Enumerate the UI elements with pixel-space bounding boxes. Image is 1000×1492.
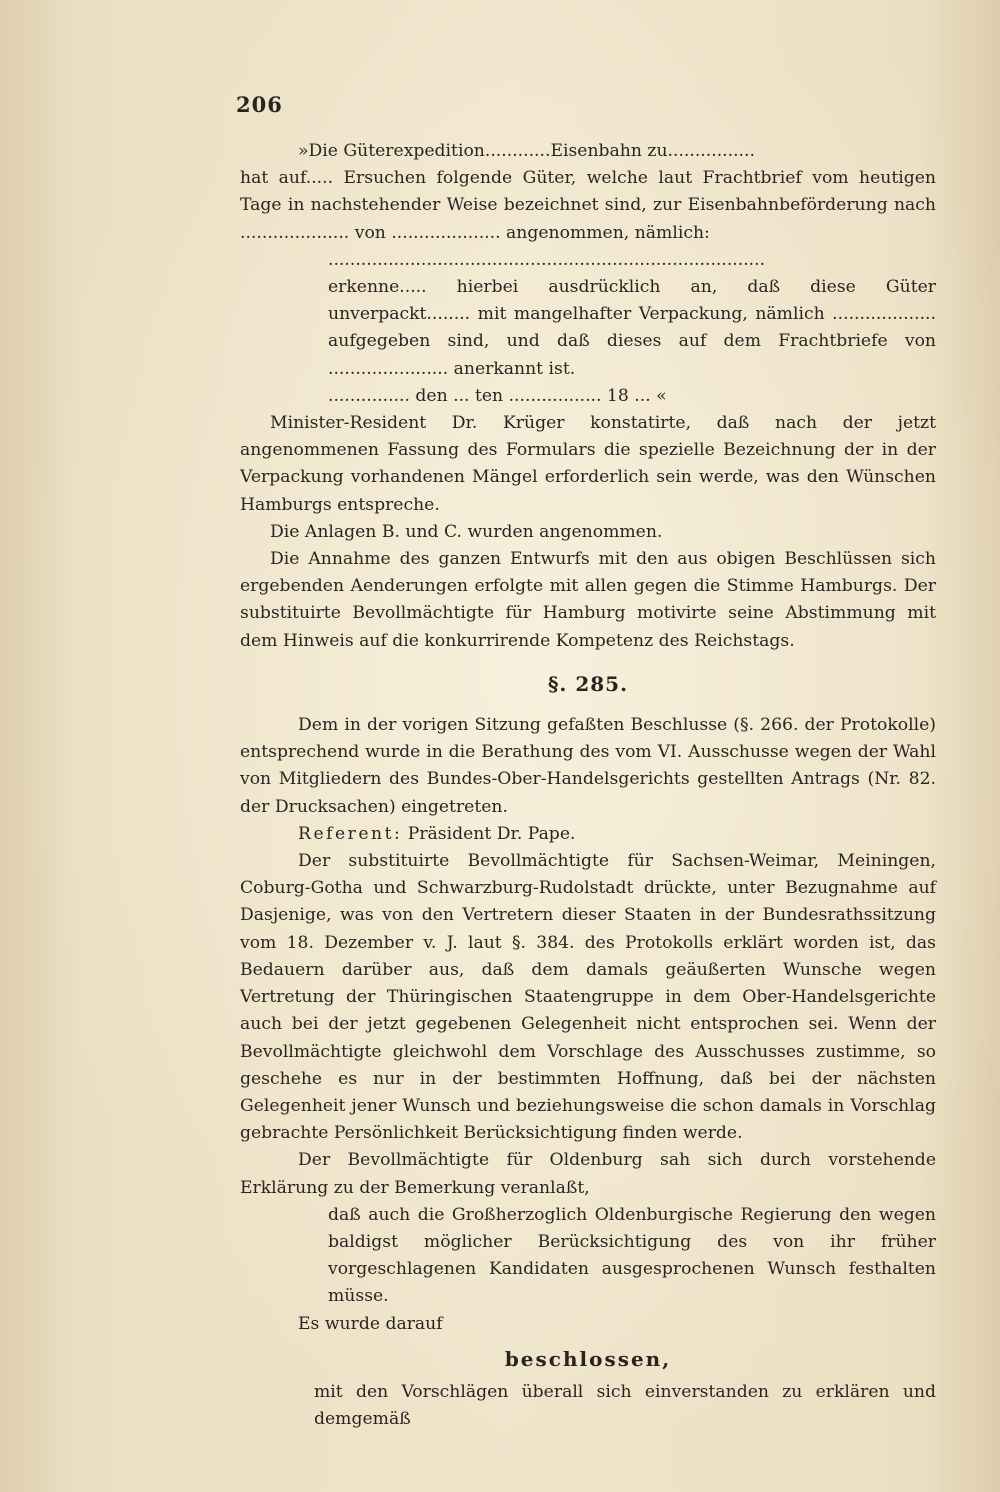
beschlossen-heading: beschlossen, <box>504 1346 672 1371</box>
paragraph-kruger: Minister-Resident Dr. Krüger konstatirte, daß nach der jetzt angenommenen Fassung des Formulars die spezielle Bezeichnung der in der Verpackung vorhandenen Mängel erforderlich sein werde, was den Wünschen Hamburgs entspreche. <box>240 413 936 515</box>
form-block <box>328 247 936 410</box>
paragraph-referent <box>240 821 936 848</box>
oldenburg-quote <box>328 1202 936 1311</box>
referent-name: Präsident Dr. Pape. <box>407 823 576 844</box>
form-line-1: »Die Güterexpedition............Eisenbahn zu................ <box>298 141 755 161</box>
paragraph-oldenburg: Der Bevollmächtigte für Oldenburg sah sich durch vorstehende Erklärung zu der Bemerkung veranlaßt, <box>240 1150 936 1198</box>
form-line-2: hat auf..... Ersuchen folgende Güter, welche laut Frachtbrief vom heutigen Tage in nachstehender Weise bezeichnet sind, zur Eisenbahnbeförderung nach .................... von .................... angenommen, nämlich: <box>240 168 936 243</box>
paragraph-vorschlaegen: mit den Vorschlägen überall sich einverstanden zu erklären und demgemäß <box>314 1381 936 1430</box>
paragraph-sachsen-weimar: Der substituirte Bevollmächtigte für Sachsen-Weimar, Meiningen, Coburg-Gotha und Schwarzburg-Rudolstadt drückte, unter Bezugnahme auf Dasjenige, was von den Vertretern dieser Staaten in der Bundesrathssitzung vom 18. Dezember v. J. laut §. 384. des Protokolls erklärt worden ist, das Bedauern darüber aus, daß dem damals geäußerten Wunsche wegen Vertretung der Thüringischen Staatengruppe in dem Ober-Handelsgerichte auch bei der jetzt gegebenen Gelegenheit nicht entsprochen sei. Wenn der Bevollmächtigte gleichwohl dem Vorschlage des Ausschusses zustimme, so geschehe es nur in der bestimmten Hoffnung, daß bei der nächsten Gelegenheit jener Wunsch und beziehungsweise die schon damals in Vorschlag gebrachte Persönlichkeit Berücksichtigung finden werde. <box>240 851 936 1144</box>
form-line-3: erkenne..... hierbei ausdrücklich an, daß diese Güter unverpackt........ mit mangelhafter Verpackung, nämlich ................... aufgegeben sind, und daß dieses auf dem Frachtbriefe von ...................... anerkannt ist. <box>328 277 936 379</box>
section-heading: §. 285. <box>547 671 629 696</box>
page-content <box>240 138 936 1433</box>
paragraph-annahme: Die Annahme des ganzen Entwurfs mit den aus obigen Beschlüssen sich ergebenden Aenderungen erfolgte mit allen gegen die Stimme Hamburgs. Der substituirte Bevollmächtigte für Hamburg motivirte seine Abstimmung mit dem Hinweis auf die konkurrirende Kompetenz des Reichstags. <box>240 549 936 651</box>
paragraph-es-wurde: Es wurde darauf <box>298 1313 443 1334</box>
paragraph-beschluss: Dem in der vorigen Sitzung gefaßten Beschlusse (§. 266. der Protokolle) entsprechend wurde in die Berathung des vom VI. Ausschusse wegen der Wahl von Mitgliedern des Bundes-Ober-Handelsgerichts gestellten Antrags (Nr. 82. der Drucksachen) eingetreten. <box>240 715 936 817</box>
paragraph-oldenburg-statement: daß auch die Großherzoglich Oldenburgische Regierung den wegen baldigst möglicher Berücksichtigung des von ihr früher vorgeschlagenen Kandidaten ausgesprochenen Wunsch festhalten müsse. <box>328 1204 936 1307</box>
form-dots-line: ................................................................................ <box>328 249 766 270</box>
referent-label: Referent: <box>298 823 403 844</box>
form-line-4: ............... den ... ten ................. 18 ... « <box>328 385 667 406</box>
page-number: 206 <box>236 92 283 117</box>
paragraph-anlagen: Die Anlagen B. und C. wurden angenommen. <box>270 521 663 542</box>
